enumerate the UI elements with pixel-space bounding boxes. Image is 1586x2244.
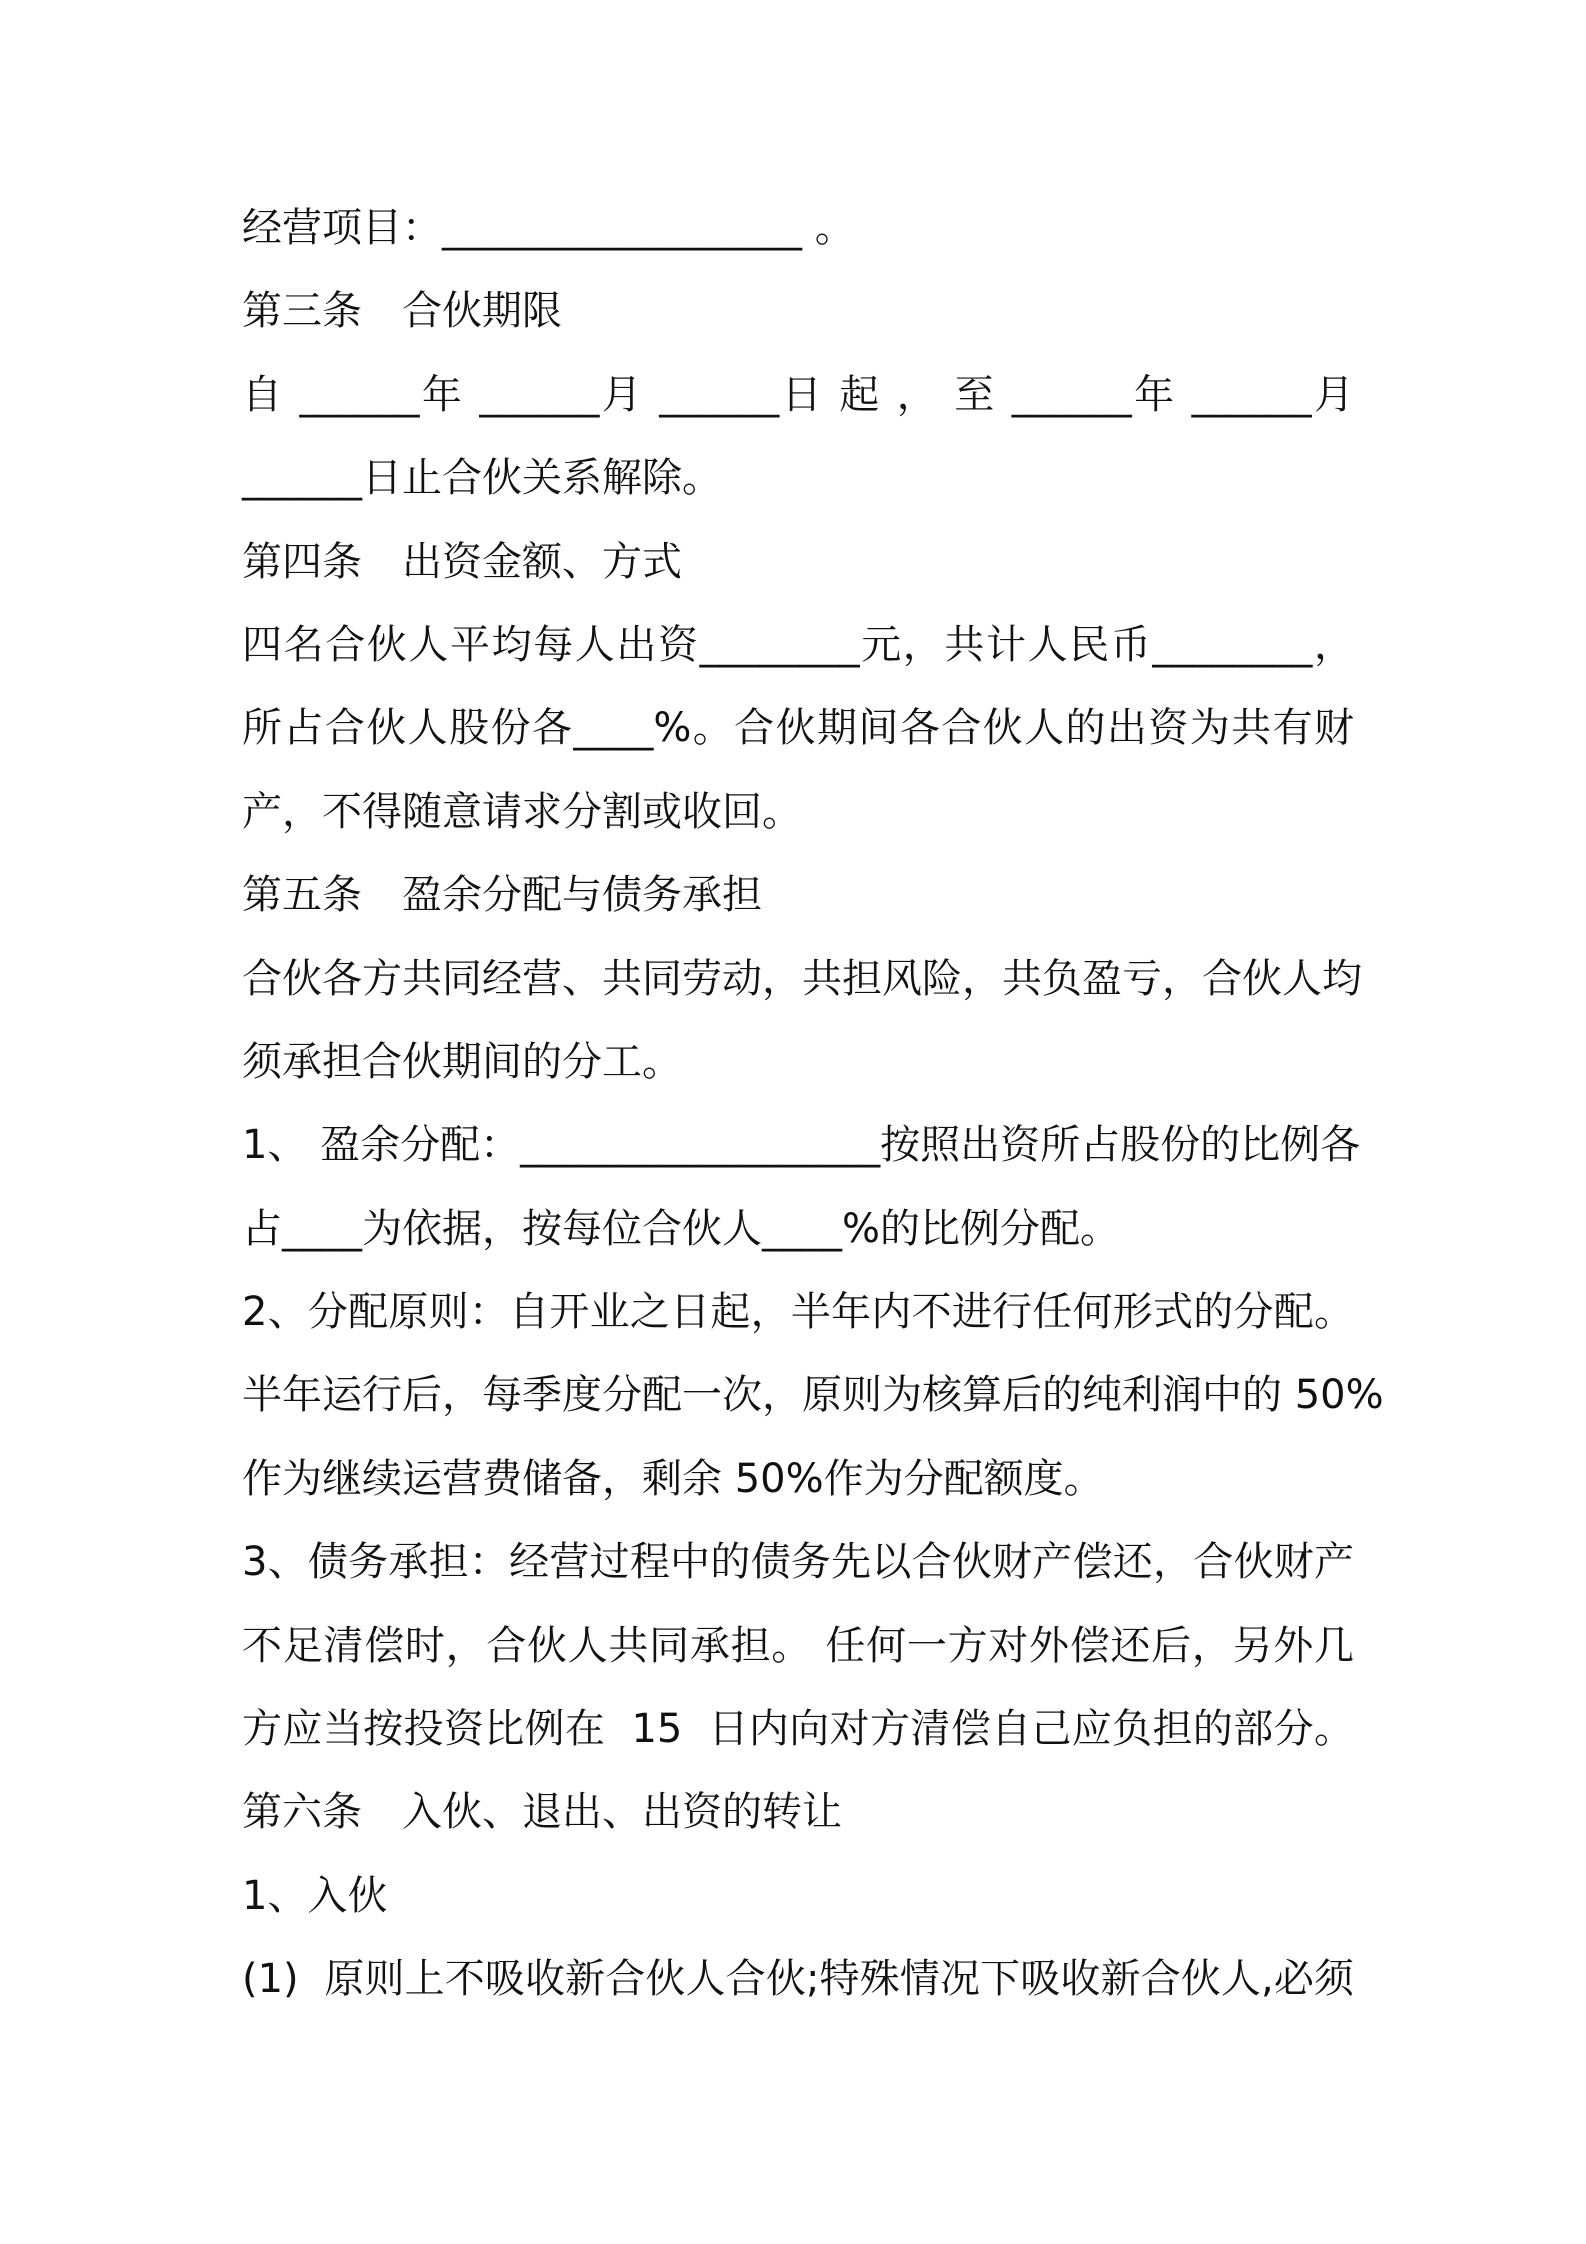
admission-clause-1: (1) 原则上不吸收新合伙人合伙;特殊情况下吸收新合伙人,必须 <box>242 1956 1354 2003</box>
term-line-1: 自 ______年 ______月 ______日 起 ， 至 ______年 ______月 <box>242 371 1354 418</box>
profit-distribution-line-2: 占____为依据，按每位合伙人____%的比例分配。 <box>242 1205 1121 1252</box>
document-body <box>242 198 1384 2033</box>
article-4-heading: 第四条 出资金额、方式 <box>242 538 682 585</box>
distribution-principle-line-1: 2、分配原则：自开业之日起，半年内不进行任何形式的分配。 <box>242 1289 1354 1336</box>
debt-line-2: 不足清偿时，合伙人共同承担。 任何一方对外偿还后，另外几 <box>242 1622 1354 1669</box>
term-line-2: ______日止合伙关系解除。 <box>242 455 722 502</box>
distribution-principle-line-2: 半年运行后，每季度分配一次，原则为核算后的纯利润中的 50% <box>242 1372 1384 1419</box>
article-6-heading: 第六条 入伙、退出、出资的转让 <box>242 1789 842 1836</box>
admission-heading: 1、入伙 <box>242 1872 388 1919</box>
distribution-principle-line-3: 作为继续运营费储备，剩余 50%作为分配额度。 <box>242 1455 1104 1502</box>
capital-line-3: 产，不得随意请求分割或收回。 <box>242 788 802 835</box>
profit-intro-line-1: 合伙各方共同经营、共同劳动，共担风险，共负盈亏，合伙人均 <box>242 955 1362 1002</box>
capital-line-2: 所占合伙人股份各____%。合伙期间各合伙人的出资为共有财 <box>242 705 1354 752</box>
debt-line-1: 3、债务承担：经营过程中的债务先以合伙财产偿还，合伙财产 <box>242 1539 1354 1586</box>
profit-distribution-line-1: 1、 盈余分配：__________________按照出资所占股份的比例各 <box>242 1122 1361 1169</box>
capital-line-1: 四名合伙人平均每人出资________元，共计人民币________， <box>242 621 1354 668</box>
debt-line-3: 方应当按投资比例在 15 日内向对方清偿自己应负担的部分。 <box>242 1706 1354 1753</box>
business-scope-line: 经营项目：__________________ 。 <box>242 205 855 251</box>
profit-intro-line-2: 须承担合伙期间的分工。 <box>242 1038 682 1085</box>
article-3-heading: 第三条 合伙期限 <box>242 288 562 335</box>
article-5-heading: 第五条 盈余分配与债务承担 <box>242 872 762 919</box>
